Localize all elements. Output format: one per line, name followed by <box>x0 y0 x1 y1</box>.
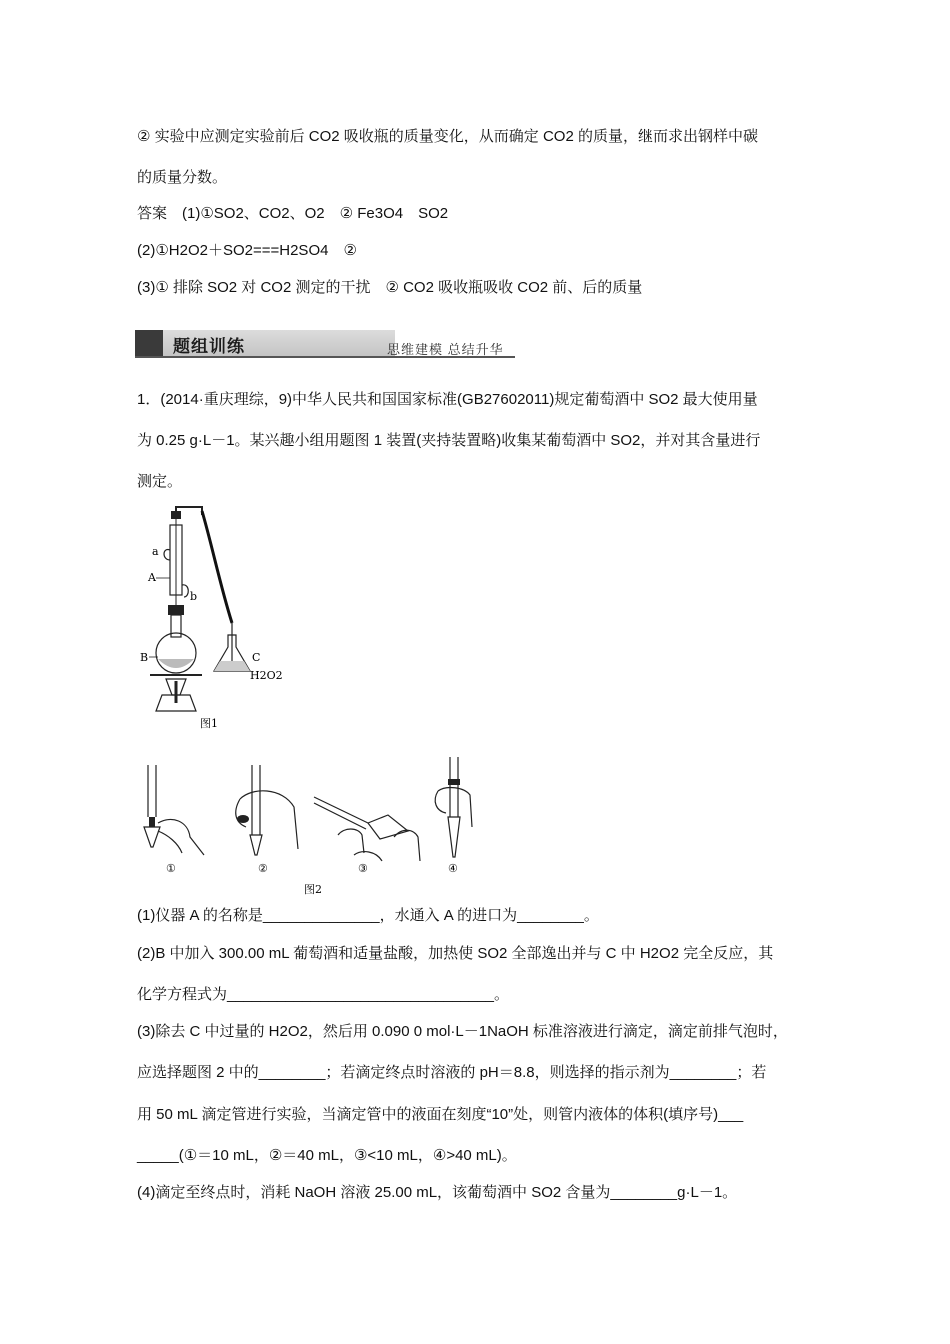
label-C: C <box>252 651 261 664</box>
label-b: b <box>190 590 198 603</box>
figure-2-label-2: ② <box>258 862 268 875</box>
figure-2-label-3: ③ <box>358 862 368 875</box>
burette-3 <box>314 797 420 861</box>
question-3-line-1: (3)除去 C 中过量的 H2O2，然后用 0.090 0 mol·L－1NaOH 标准溶液进行滴定，滴定前排气泡时， <box>137 1023 788 1040</box>
label-H2O2: H2O2 <box>250 669 283 682</box>
figure-2-burettes <box>132 757 482 897</box>
apparatus-drawing <box>140 505 290 737</box>
section-banner <box>135 327 515 359</box>
question-3-line-4: _____(①＝10 mL，②＝40 mL，③<10 mL，④>40 mL)。 <box>137 1147 517 1164</box>
banner-dark-block <box>135 330 163 356</box>
answer-line-2: (2)①H2O2＋SO2===H2SO4 ② <box>137 242 357 259</box>
question-intro-line-2: 为 0.25 g·L－1。某兴趣小组用题图 1 装置(夹持装置略)收集某葡萄酒中 SO2，并对其含量进行 <box>137 432 761 449</box>
figure-2-label-1: ① <box>166 862 176 875</box>
question-2-line-1: (2)B 中加入 300.00 mL 葡萄酒和适量盐酸，加热使 SO2 全部逸出并与 C 中 H2O2 完全反应，其 <box>137 945 774 962</box>
answer-line-1: 答案 (1)①SO2、CO2、O2 ② Fe3O4 SO2 <box>137 205 449 222</box>
question-3-line-2: 应选择题图 2 中的________；若滴定终点时溶液的 pH＝8.8，则选择的指示剂为________；若 <box>137 1064 767 1081</box>
label-A: A <box>148 571 156 584</box>
question-1: (1)仪器 A 的名称是______________，水通入 A 的进口为________。 <box>137 907 599 924</box>
figure-2-caption: 图2 <box>304 883 322 896</box>
flask-liquid <box>158 659 194 668</box>
section-title: 题组训练 <box>173 337 245 356</box>
burette-2 <box>236 765 298 855</box>
flask-stopper <box>168 605 184 615</box>
question-2-line-2: 化学方程式为________________________________。 <box>137 986 509 1003</box>
section-subtitle: 思维建模 总结升华 <box>387 342 504 357</box>
answer-line-3: (3)① 排除 SO2 对 CO2 测定的干扰 ② CO2 吸收瓶吸收 CO2 前、后的质量 <box>137 279 643 296</box>
burette-4 <box>435 757 472 857</box>
h2o2-solution <box>214 661 250 671</box>
question-4: (4)滴定至终点时，消耗 NaOH 溶液 25.00 mL，该葡萄酒中 SO2 含量为________g·L－1。 <box>137 1184 738 1201</box>
label-B: B <box>140 651 149 664</box>
figure-1-caption: 图1 <box>200 717 218 730</box>
question-3-line-3: 用 50 mL 滴定管进行实验，当滴定管中的液面在刻度“10”处，则管内液体的体积(填序号)___ <box>137 1106 744 1123</box>
burettes-drawing <box>132 757 482 897</box>
question-intro-line-1: 1．(2014·重庆理综，9)中华人民共和国国家标准(GB27602011)规定葡萄酒中 SO2 最大使用量 <box>137 391 758 408</box>
analysis-line-2: 的质量分数。 <box>137 169 228 186</box>
water-outlet-b <box>182 585 188 597</box>
label-a: a <box>152 545 159 558</box>
burette-1 <box>144 765 204 855</box>
rubber-tube <box>202 511 232 623</box>
figure-1-apparatus <box>140 505 290 737</box>
analysis-line-1: ② 实验中应测定实验前后 CO2 吸收瓶的质量变化，从而确定 CO2 的质量，继而求出钢样中碳 <box>137 128 758 145</box>
water-inlet-a <box>164 550 170 560</box>
question-intro-line-3: 测定。 <box>137 473 183 490</box>
figure-2-label-4: ④ <box>448 862 458 875</box>
